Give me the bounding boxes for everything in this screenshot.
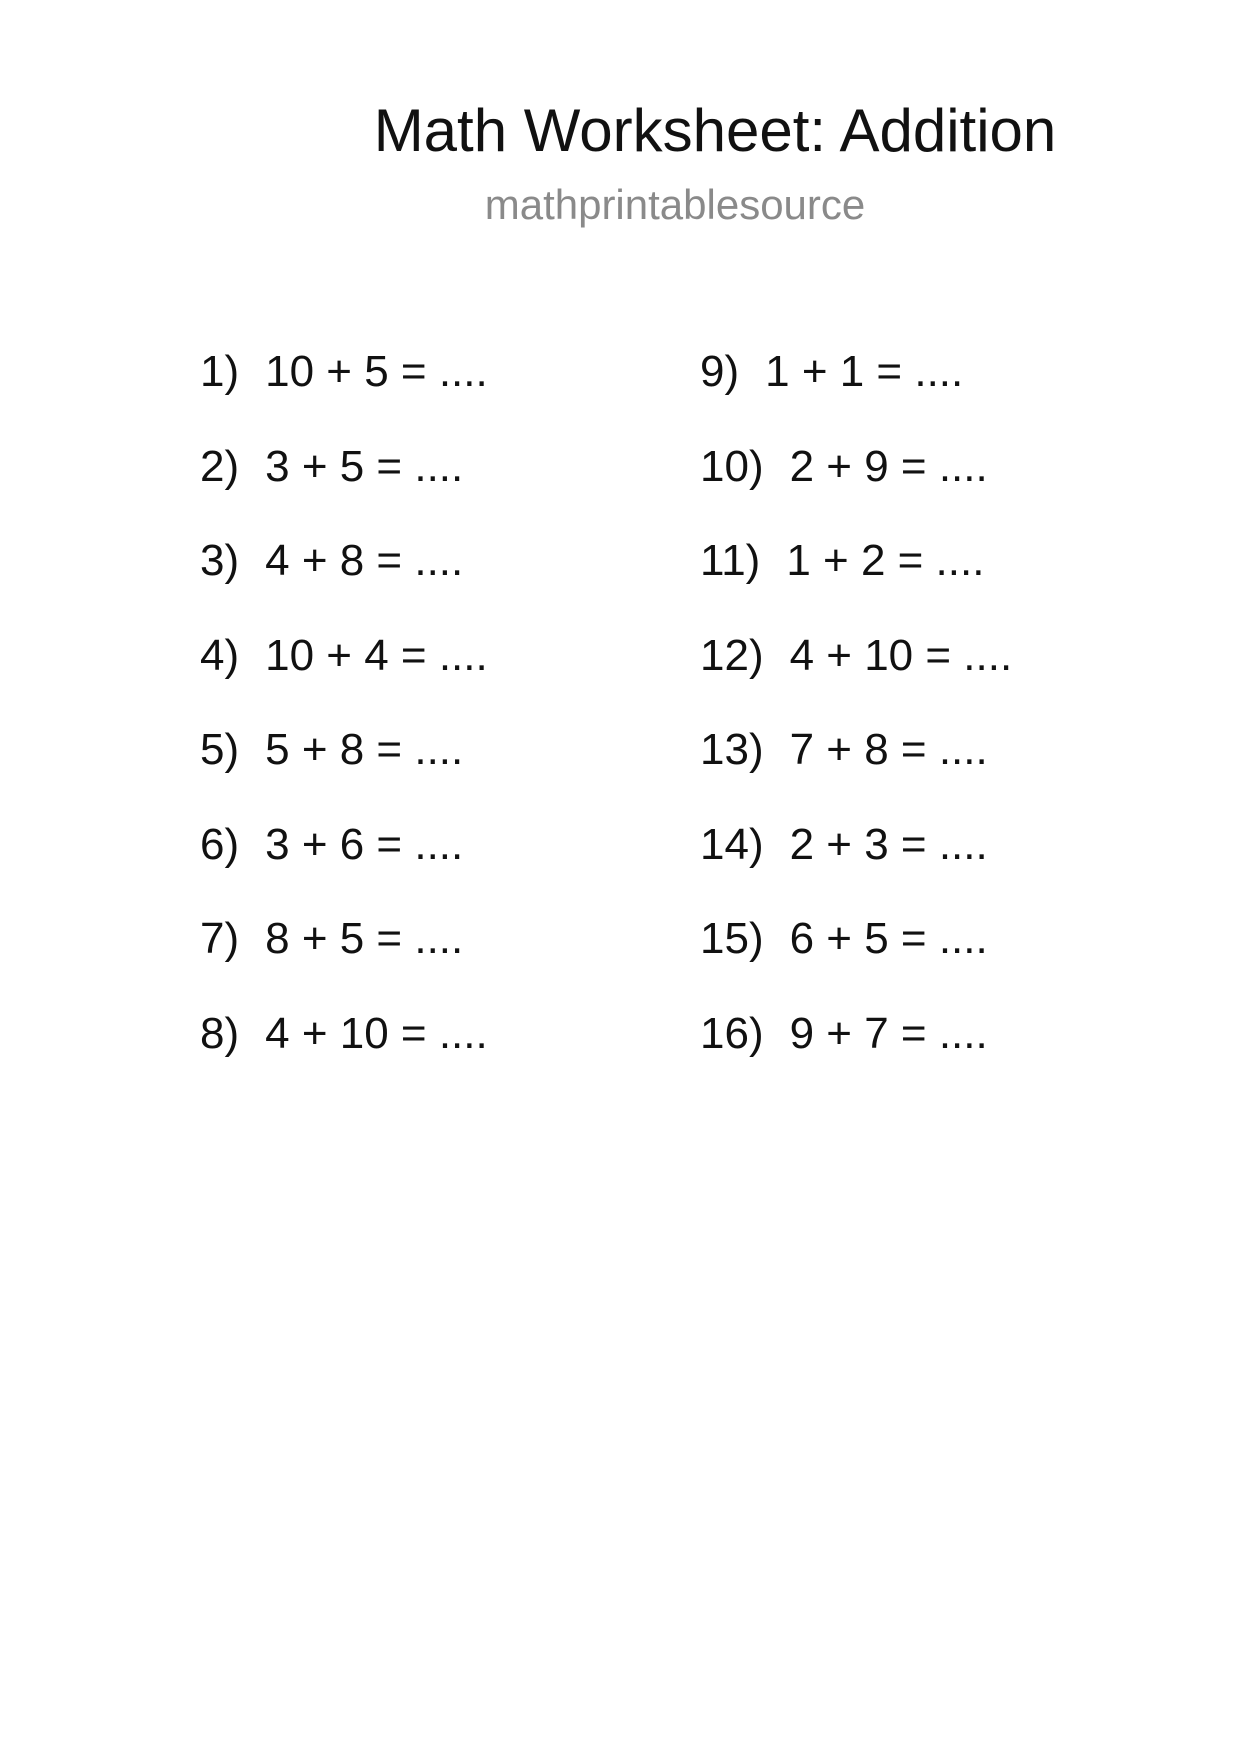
problem-11	[700, 533, 1012, 628]
problem-15	[700, 911, 1012, 1006]
problem-6	[200, 817, 488, 912]
problem-expression: 4 + 10 = ....	[265, 1008, 488, 1058]
problem-number: 1)	[200, 347, 240, 396]
problem-expression: 10 + 4 = ....	[265, 630, 488, 680]
problem-expression: 6 + 5 = ....	[789, 914, 988, 963]
page-title: Math Worksheet: Addition	[373, 97, 1057, 164]
problem-8	[200, 1006, 488, 1101]
problem-number: 15)	[700, 914, 764, 963]
problem-4	[200, 628, 488, 723]
problem-5	[200, 722, 488, 817]
problem-number: 5)	[200, 725, 240, 774]
problem-7	[200, 911, 488, 1006]
problem-expression: 3 + 6 = ....	[265, 819, 464, 869]
problem-number: 10)	[700, 441, 764, 491]
problem-column-right	[700, 344, 1012, 1100]
problem-column-left	[200, 344, 488, 1100]
problem-number: 6)	[200, 819, 240, 869]
problem-number: 14)	[700, 819, 764, 869]
problem-expression: 8 + 5 = ....	[265, 914, 464, 963]
problem-expression: 4 + 10 = ....	[789, 630, 1013, 680]
problem-expression: 7 + 8 = ....	[789, 725, 988, 774]
problem-number: 9)	[700, 347, 740, 396]
problem-expression: 2 + 3 = ....	[789, 819, 988, 869]
problem-number: 3)	[200, 536, 240, 585]
problem-12	[700, 628, 1012, 723]
problem-1	[200, 344, 488, 439]
problem-16	[700, 1006, 1012, 1101]
source-label: mathprintablesource	[484, 181, 866, 228]
problem-expression: 3 + 5 = ....	[265, 441, 464, 491]
problem-13	[700, 722, 1012, 817]
problem-expression: 1 + 1 = ....	[765, 347, 964, 396]
problem-expression: 5 + 8 = ....	[265, 725, 464, 774]
problem-expression: 1 + 2 = ....	[786, 536, 985, 585]
problem-number: 8)	[200, 1008, 240, 1058]
problem-9	[700, 344, 1012, 439]
problem-number: 12)	[700, 630, 764, 680]
problem-number: 7)	[200, 914, 240, 963]
problem-10	[700, 439, 1012, 534]
problem-expression: 9 + 7 = ....	[789, 1008, 988, 1058]
problem-14	[700, 817, 1012, 912]
problem-expression: 4 + 8 = ....	[265, 536, 464, 585]
problem-expression: 2 + 9 = ....	[789, 441, 988, 491]
problem-3	[200, 533, 488, 628]
problem-expression: 10 + 5 = ....	[265, 347, 488, 396]
problem-number: 13)	[700, 725, 764, 774]
problem-2	[200, 439, 488, 534]
problem-number: 2)	[200, 441, 240, 491]
problem-number: 4)	[200, 630, 240, 680]
problem-number: 11)	[700, 536, 761, 585]
problem-number: 16)	[700, 1008, 764, 1058]
